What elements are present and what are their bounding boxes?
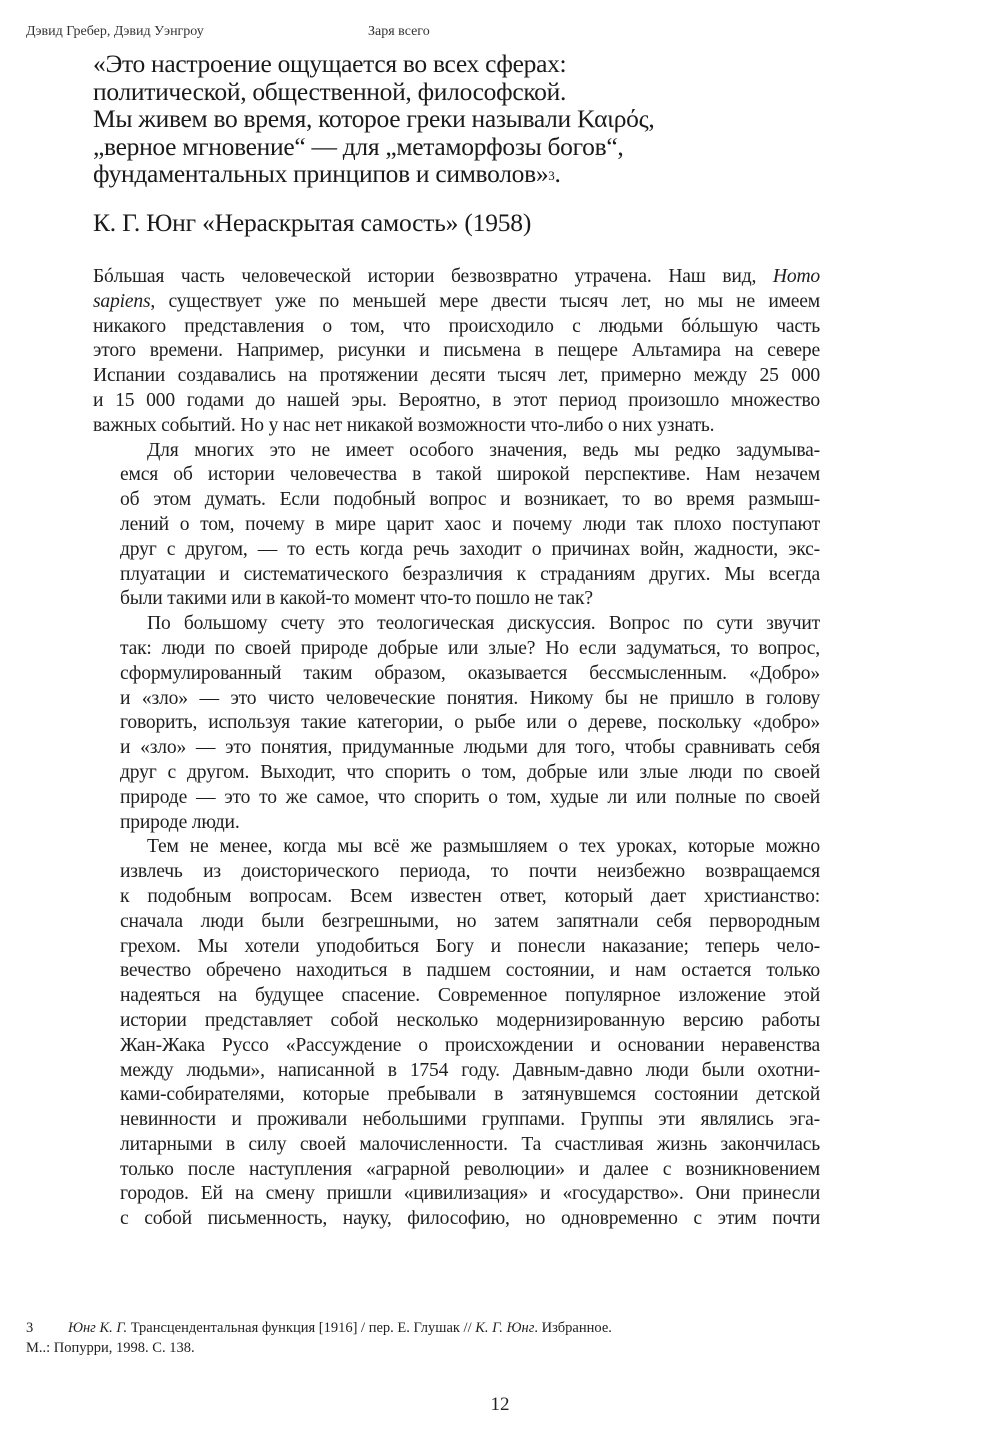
epigraph-line: «Это настроение ощущается во всех сферах: (93, 49, 567, 78)
footnote-line-1: 3 Юнг К. Г. Трансцендентальная функция [1916] / пер. Е. Глушак // К. Г. Юнг. Избранное. (26, 1320, 612, 1336)
text-line: плуатации и систематического безразличия к страданиям других. Мы всегда (120, 563, 820, 585)
text-line: Жан-Жака Руссо «Рассуждение о происхождении и основании неравенства (120, 1034, 820, 1056)
text-line: лений о том, почему в мире царит хаос и почему люди так плохо поступают (120, 513, 820, 535)
text-line: Для многих это не имеет особого значения, ведь мы редко задумыва- (147, 439, 820, 461)
paragraph-2 (93, 439, 820, 613)
text-line: только после наступления «аграрной революции» и далее с возникновением (120, 1158, 820, 1180)
epigraph-trailing-punct: . (554, 159, 561, 188)
page-number: 12 (490, 1394, 510, 1415)
body-text (93, 265, 820, 1232)
footnote (26, 1318, 726, 1358)
epigraph-line-last (93, 160, 733, 188)
text-line: и 15 000 годами до нашей эры. Вероятно, в этот период произошло множество (93, 389, 820, 411)
text-line: Испании создавались на протяжении десяти тысяч лет, примерно между 25 000 (93, 365, 820, 387)
epigraph-source: К. Г. Юнг «Нераскрытая самость» (1958) (93, 208, 532, 237)
epigraph-line: фундаментальных принципов и символов» (93, 159, 549, 188)
text-line: городов. Ей на смену пришли «цивилизация» и «государство». Они принесли (120, 1183, 820, 1205)
text-line: По большому счету это теологическая дискуссия. Вопрос по сути звучит (147, 613, 820, 635)
epigraph-line: Мы живем во время, которое греки называли Καιρός, (93, 104, 655, 133)
text-line: Тем не менее, когда мы всё же размышляем о тех уроках, которые можно (147, 836, 820, 858)
text-line: емся об истории человечества в такой широкой перспективе. Нам незачем (120, 464, 820, 486)
text-line: никакого представления о том, что происходило с людьми бóльшую часть (93, 315, 820, 337)
text-line: так: люди по своей природе добрые или злые? Но если задуматься, то вопрос, (120, 637, 820, 659)
text-line: с собой письменность, науку, философию, но одновременно с этим почти (120, 1208, 820, 1230)
text-line: и «зло» — это чисто человеческие понятия. Никому бы не пришло в голову (120, 687, 820, 709)
epigraph-line: „верное мгновение“ — для „метаморфозы богов“, (93, 131, 624, 161)
text-line: сформулированный таким образом, оказывается бессмысленным. «Добро» (120, 662, 820, 684)
text-line: говорить, используя такие категории, о рыбе или о дереве, поскольку «добро» (120, 712, 820, 734)
text-line: извлечь из доисторического периода, то почти неизбежно возвращаемся (120, 861, 820, 883)
epigraph-line: политической, общественной, философской. (93, 76, 567, 106)
text-line: и «зло» — это понятия, придуманные людьми для того, чтобы сравнивать себя (120, 737, 820, 759)
text-line: вечество обречено находиться в падшем состоянии, и нам остается только (120, 960, 820, 982)
text-line: природе люди. (120, 811, 240, 833)
footnote-author: Юнг К. Г. (68, 1320, 128, 1336)
text-line: литарными в силу своей малочисленности. Та счастливая жизнь закончилась (120, 1133, 820, 1155)
paragraph-1 (93, 265, 820, 439)
italic-term: sapiens (93, 290, 151, 312)
text-line: друг с другом, — то есть когда речь заходит о причинах войн, жадности, экс- (120, 538, 820, 560)
text-line: sapiens, существует уже по меньшей мере двести тысяч лет, но мы не имеем (93, 290, 820, 312)
text-line: надеяться на будущее спасение. Современное популярное изложение этой (120, 985, 820, 1007)
text-line: грехом. Мы хотели уподобиться Богу и понесли наказание; теперь чело- (120, 935, 820, 957)
text-line: к подобным вопросам. Всем известен ответ, который дает христианство: (120, 885, 820, 907)
text-line: природе — это то же самое, что спорить о том, худые ли или полные по своей (120, 786, 820, 808)
paragraph-4 (93, 835, 820, 1232)
text-line: Бóльшая часть человеческой истории безвозвратно утрачена. Наш вид, Homo (93, 266, 820, 287)
paragraph-3 (93, 612, 820, 835)
footnote-number: 3 (26, 1320, 34, 1336)
footnote-source: К. Г. Юнг (475, 1320, 535, 1336)
text-line: об этом думать. Если подобный вопрос и возникает, то во время размыш- (120, 489, 820, 511)
footnote-reference[interactable]: 3 (548, 168, 555, 183)
text-line: этого времени. Например, рисунки и письмена в пещере Альтамира на севере (93, 340, 820, 362)
italic-term: Homo (772, 266, 820, 287)
epigraph (93, 50, 733, 188)
text-line: ками-собирателями, которые пребывали в затянувшемся состоянии детской (120, 1084, 820, 1106)
text-line: важных событий. Но у нас нет никакой возможности что-либо о них узнать. (93, 414, 715, 436)
footnote-line-2: М..: Попурри, 1998. С. 138. (26, 1340, 195, 1356)
text-line: были такими или в какой-то момент что-то пошло не так? (120, 588, 593, 610)
text-line: друг с другом. Выходит, что спорить о том, добрые или злые люди по своей (120, 761, 820, 783)
text-line: невинности и проживали небольшими группами. Группы эти являлись эга- (120, 1109, 820, 1131)
text-line: сначала люди были безгрешными, но затем запятнали себя первородным (120, 910, 820, 932)
running-head-author: Дэвид Гребер, Дэвид Уэнгроу (26, 24, 204, 39)
text-line: между людьми», написанной в 1754 году. Давным-давно люди были охотни- (120, 1059, 820, 1081)
text-line: истории представляет собой несколько модернизированную версию работы (120, 1009, 820, 1031)
running-head-book-title: Заря всего (368, 24, 430, 39)
